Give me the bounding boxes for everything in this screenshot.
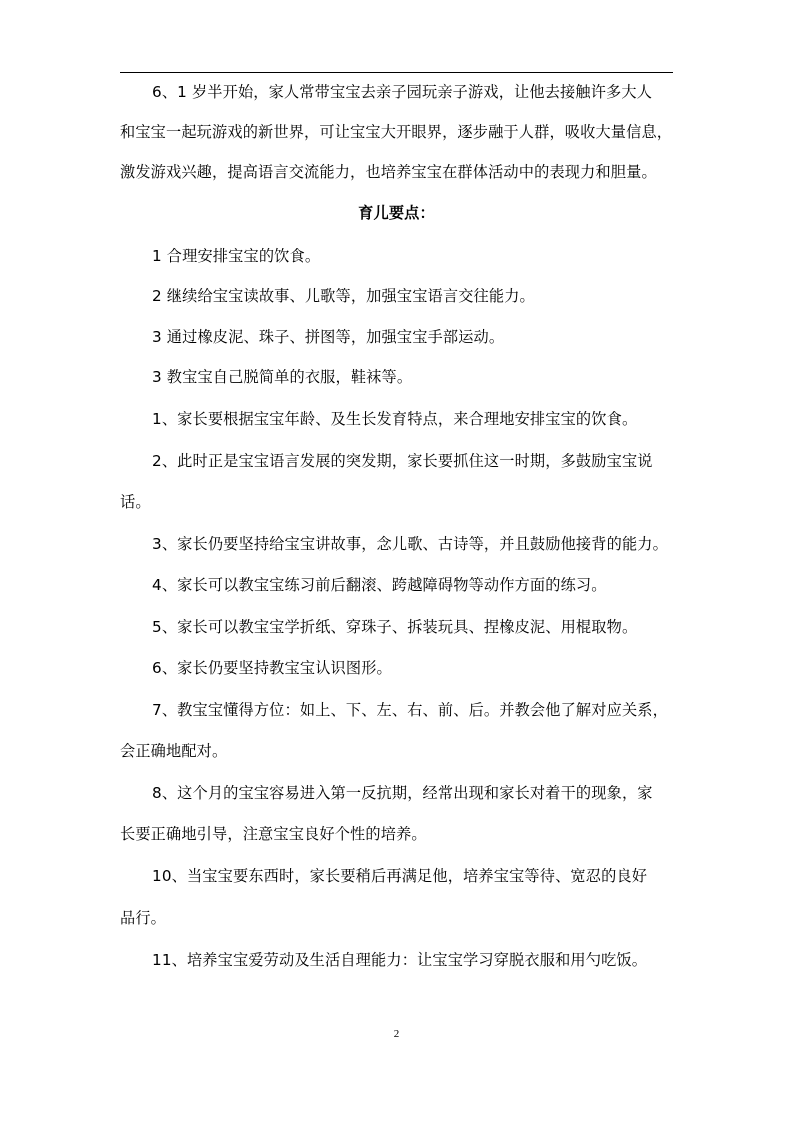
list-item: 3 通过橡皮泥、珠子、拼图等，加强宝宝手部运动。: [152, 328, 505, 346]
paragraph-line: 激发游戏兴趣，提高语言交流能力，也培养宝宝在群体活动中的表现力和胆量。: [120, 163, 657, 181]
paragraph-line: 长要正确地引导，注意宝宝良好个性的培养。: [120, 825, 427, 843]
paragraph-line: 6、家长仍要坚持教宝宝认识图形。: [152, 659, 392, 677]
paragraph-line: 4、家长可以教宝宝练习前后翻滚、跨越障碍物等动作方面的练习。: [152, 576, 607, 594]
paragraph-line: 10、当宝宝要东西时，家长要稍后再满足他，培养宝宝等待、宽忍的良好: [152, 867, 648, 885]
paragraph-line: 5、家长可以教宝宝学折纸、穿珠子、拆装玩具、捏橡皮泥、用棍取物。: [152, 618, 638, 636]
header-rule: [120, 72, 673, 73]
page-number: 2: [393, 1028, 400, 1040]
paragraph-line: 1、家长要根据宝宝年龄、及生长发育特点，来合理地安排宝宝的饮食。: [152, 410, 638, 428]
paragraph-line: 品行。: [120, 909, 167, 927]
paragraph-line: 话。: [120, 493, 151, 511]
paragraph-line: 和宝宝一起玩游戏的新世界，可让宝宝大开眼界，逐步融于人群，吸收大量信息，: [120, 123, 673, 141]
list-item: 3 教宝宝自己脱简单的衣服，鞋袜等。: [152, 368, 413, 386]
paragraph-line: 11、培养宝宝爱劳动及生活自理能力：让宝宝学习穿脱衣服和用勺吃饭。: [152, 951, 648, 969]
section-heading: 育儿要点：: [358, 204, 435, 222]
paragraph-line: 6、1 岁半开始，家人常带宝宝去亲子园玩亲子游戏，让他去接触许多大人: [152, 83, 653, 101]
list-item: 2 继续给宝宝读故事、儿歌等，加强宝宝语言交往能力。: [152, 287, 535, 305]
paragraph-line: 会正确地配对。: [120, 742, 228, 760]
paragraph-line: 7、教宝宝懂得方位：如上、下、左、右、前、后。并教会他了解对应关系，: [152, 701, 668, 719]
list-item: 1 合理安排宝宝的饮食。: [152, 247, 321, 265]
paragraph-line: 2、此时正是宝宝语言发展的突发期，家长要抓住这一时期，多鼓励宝宝说: [152, 452, 653, 470]
paragraph-line: 3、家长仍要坚持给宝宝讲故事，念儿歌、古诗等，并且鼓励他接背的能力。: [152, 535, 668, 553]
paragraph-line: 8、这个月的宝宝容易进入第一反抗期，经常出现和家长对着干的现象，家: [152, 784, 653, 802]
